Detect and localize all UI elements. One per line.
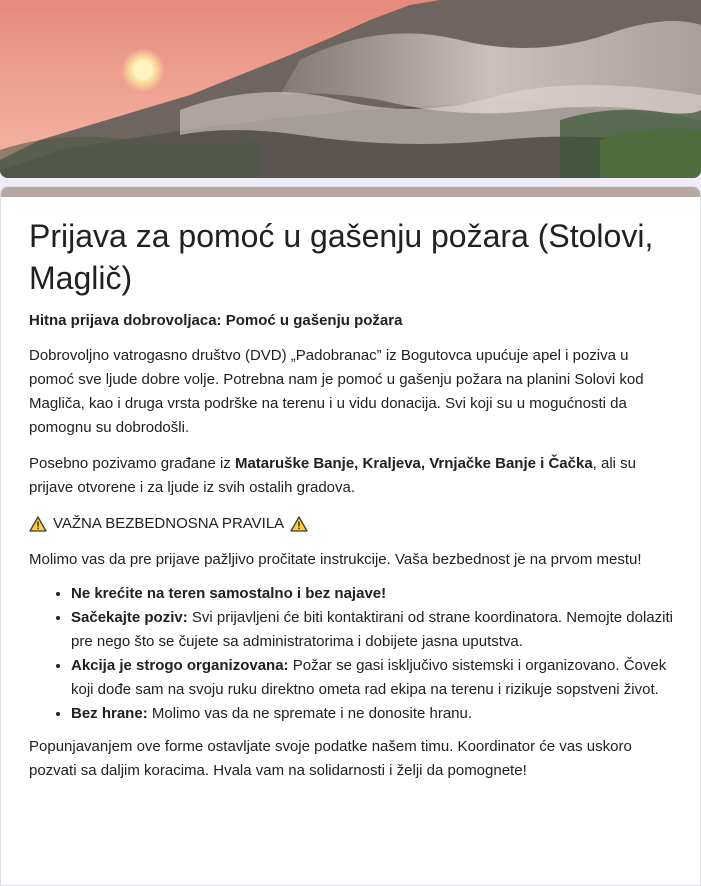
rule-text: Molimo vas da ne spremate i ne donosite hranu. xyxy=(147,705,473,722)
rules-intro: Molimo vas da pre prijave pažljivo pročitate instrukcije. Vaša bezbednost je na prvom mestu! xyxy=(29,551,642,568)
form-description xyxy=(29,215,677,783)
list-item xyxy=(71,702,677,726)
rule-text: Svi prijavljeni će biti kontaktirani od strane koordinatora. Nemojte dolaziti pre nego što se čujete sa administratorima i dobijete jasna uputstva. xyxy=(71,609,673,650)
intro-paragraph: Dobrovoljno vatrogasno društvo (DVD) „Padobranac” iz Bogutovca upućuje apel i poziva u pomoć sve ljude dobre volje. Potrebna nam je pomoć u gašenju požara na planini Solovi kod Magliča, kao i druga vrsta podrške na terenu i u vidu donacija. Svi koji su u mogućnosti da pomognu su dobrodošli. xyxy=(29,347,644,436)
list-item xyxy=(71,606,677,654)
warning-icon xyxy=(29,516,47,532)
rule-bold: Akcija je strogo organizovana: xyxy=(71,657,289,674)
rules-heading xyxy=(29,512,677,536)
rule-bold: Sačekajte poziv: xyxy=(71,609,188,626)
invite-prefix: Posebno pozivamo građane iz xyxy=(29,455,235,472)
form-subtitle: Hitna prijava dobrovoljaca: Pomoć u gašenju požara xyxy=(29,312,403,329)
form-header-card xyxy=(0,186,701,886)
rule-bold: Ne krećite na teren samostalno i bez najave! xyxy=(71,585,387,602)
invite-cities: Mataruške Banje, Kraljeva, Vrnjačke Banje i Čačka xyxy=(234,455,593,472)
list-item xyxy=(71,582,677,606)
header-banner-image xyxy=(0,0,701,178)
form-title: Prijava za pomoć u gašenju požara (Stolovi, Maglič) xyxy=(29,218,654,296)
rule-text: Požar se gasi isključivo sistemski i organizovano. Čovek koji dođe sam na svoju ruku direktno ometa rad ekipa na terenu i rizikuje sopstveni život. xyxy=(71,657,667,698)
rule-bold: Bez hrane: xyxy=(71,705,148,722)
invite-suffix: , ali su prijave otvorene i za ljude iz svih ostalih gradova. xyxy=(29,455,637,496)
rules-title: VAŽNA BEZBEDNOSNA PRAVILA xyxy=(53,515,285,532)
invite-paragraph xyxy=(29,452,677,500)
warning-icon xyxy=(290,516,308,532)
rules-list xyxy=(29,582,677,726)
card-accent-bar xyxy=(1,187,700,197)
closing-paragraph: Popunjavanjem ove forme ostavljate svoje podatke našem timu. Koordinator će vas uskoro pozvati sa daljim koracima. Hvala vam na solidarnosti i želji da pomognete! xyxy=(29,738,632,779)
list-item xyxy=(71,654,677,702)
